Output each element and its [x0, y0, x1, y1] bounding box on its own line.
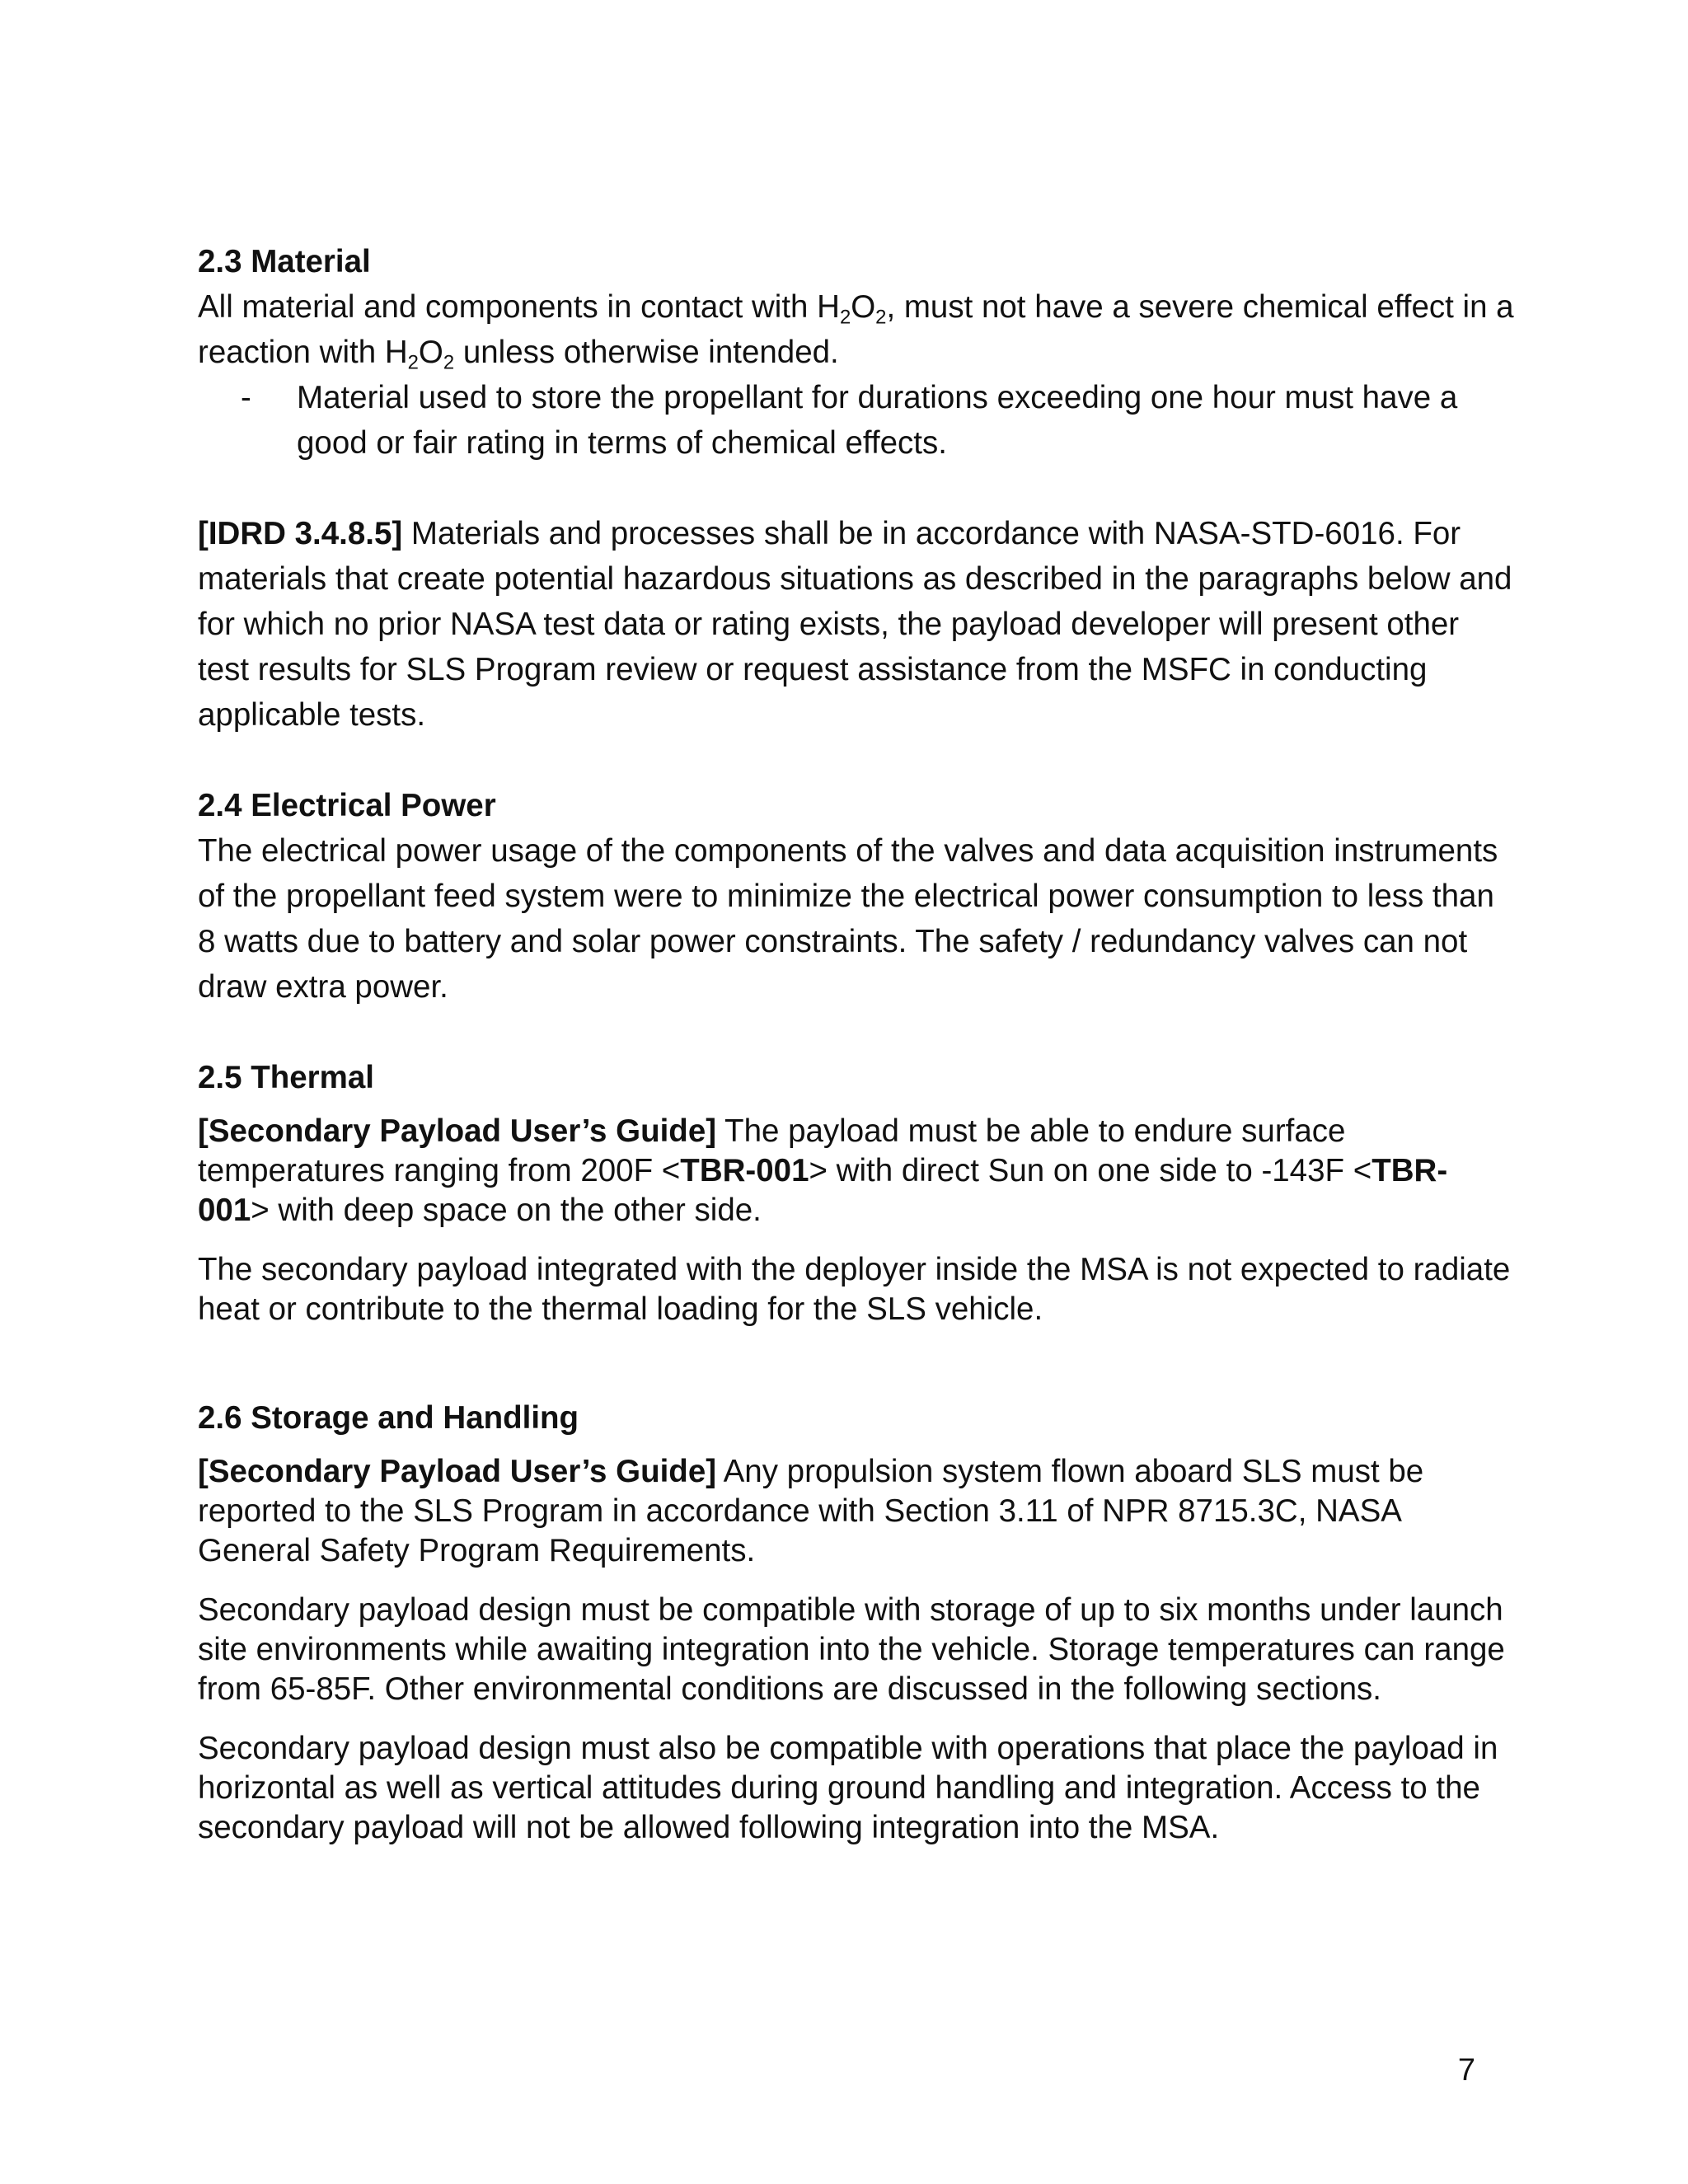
guide-label: [Secondary Payload User’s Guide]	[198, 1454, 717, 1489]
guide-label: [Secondary Payload User’s Guide]	[198, 1113, 717, 1149]
section-heading-material: 2.3 Material	[198, 244, 371, 279]
idrd-text: Materials and processes shall be in accordance with NASA-STD-6016. For materials that create potential hazardous situations as described in the paragraphs below and for which no prior NASA test data or rating exists, the payload developer will present other test results for SLS Program review or request assistance from the MSFC in conducting applicable tests.	[198, 516, 1512, 733]
idrd-label: [IDRD 3.4.8.5]	[198, 516, 403, 551]
bullet-text: Material used to store the propellant for durations exceeding one hour must have a good or fair rating in terms of chemical effects.	[297, 380, 1458, 461]
storage-paragraph-2: Secondary payload design must be compatible with storage of up to six months under launch site environments while awaiting integration into the vehicle. Storage temperatures can range from 65-85F. Other environmental conditions are discussed in the following sections.	[198, 1592, 1505, 1707]
storage-paragraph-1	[198, 1452, 1517, 1571]
subscript: 2	[407, 351, 419, 374]
page-number: 7	[1457, 2053, 1475, 2088]
material-text-2b: unless otherwise intended.	[454, 335, 839, 370]
subscript: 2	[875, 306, 887, 329]
material-bullet	[241, 375, 1517, 466]
material-text-2a: effect in a reaction with H	[198, 289, 1514, 370]
electrical-power-paragraph: The electrical power usage of the components of the valves and data acquisition instruments of the propellant feed system were to minimize the electrical power consumption to less than 8 watts due to battery and solar power constraints. The safety / redundancy valves can not draw extra power.	[198, 833, 1498, 1005]
storage-paragraph-3: Secondary payload design must also be compatible with operations that place the payload in horizontal as well as vertical attitudes during ground handling and integration. Access to the secondary payload will not be allowed following integration into the MSA.	[198, 1731, 1498, 1845]
thermal-text-b: > with direct Sun on one side to -143F <	[809, 1153, 1372, 1188]
subscript: 2	[443, 351, 455, 374]
letter-o: O	[851, 289, 876, 325]
section-heading-electrical-power: 2.4 Electrical Power	[198, 788, 496, 823]
thermal-paragraph-1	[198, 1112, 1517, 1230]
material-paragraph	[198, 284, 1517, 375]
section-heading-storage-handling: 2.6 Storage and Handling	[198, 1400, 579, 1436]
tbr-tag: TBR-001	[198, 1153, 1448, 1228]
material-text-1a: All material and components in contact with H	[198, 289, 840, 325]
thermal-text-c: > with deep space on the other side.	[251, 1193, 762, 1228]
storage-text-1: Any propulsion system flown aboard SLS must be reported to the SLS Program in accordance with Section 3.11 of NPR 8715.3C, NASA General Safety Program Requirements.	[198, 1454, 1424, 1568]
material-text-1b: , must not have a severe chemical	[886, 289, 1368, 325]
idrd-paragraph	[198, 511, 1517, 738]
tbr-tag: TBR-001	[680, 1153, 809, 1188]
thermal-text-a: The payload must be able to endure surface temperatures ranging from 200F <	[198, 1113, 1346, 1188]
section-heading-thermal: 2.5 Thermal	[198, 1060, 374, 1095]
letter-o: O	[418, 335, 443, 370]
subscript: 2	[839, 306, 851, 329]
document-page	[198, 239, 1517, 1848]
bullet-dash: -	[241, 380, 251, 415]
thermal-paragraph-2: The secondary payload integrated with the deployer inside the MSA is not expected to radiate heat or contribute to the thermal loading for the SLS vehicle.	[198, 1252, 1511, 1327]
